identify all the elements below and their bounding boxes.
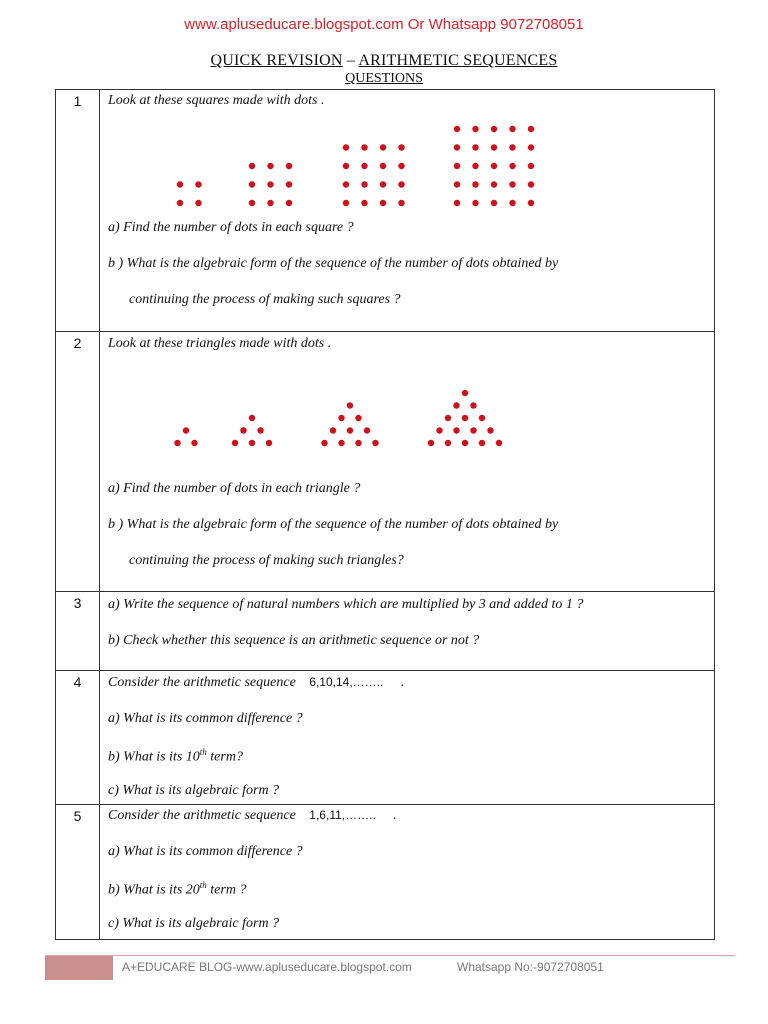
- triangle-dot: [347, 427, 353, 433]
- question-cell: [100, 671, 715, 805]
- square-dot: [249, 181, 255, 187]
- question-part-b: [108, 747, 243, 766]
- question-part-b: b ) What is the algebraic form of the sequence of the number of dots obtained by: [108, 517, 559, 532]
- triangle-dot: [347, 402, 353, 408]
- triangle-dot: [364, 427, 370, 433]
- part-b-text: b) What is its 10: [108, 749, 200, 765]
- header-url[interactable]: www.apluseducare.blogspot.com Or Whatsapp 9072708051: [184, 16, 584, 33]
- square-dot: [286, 200, 292, 206]
- square-dot: [528, 200, 534, 206]
- triangle-dot: [355, 440, 361, 446]
- square-dot: [380, 163, 386, 169]
- square-dot: [454, 126, 460, 132]
- question-cell: [100, 805, 715, 940]
- footer-whatsapp: Whatsapp No:-9072708051: [457, 960, 604, 974]
- square-dot: [528, 163, 534, 169]
- question-number: 5: [56, 805, 100, 940]
- question-intro: [108, 675, 404, 691]
- question-part-c: c) What is its algebraic form ?: [108, 916, 280, 931]
- question-intro: Look at these triangles made with dots .: [108, 336, 332, 351]
- question-row-5: [56, 805, 715, 940]
- square-dot: [267, 200, 273, 206]
- title-part2: ARITHMETIC SEQUENCES: [358, 52, 558, 69]
- question-row-2: [56, 332, 715, 592]
- square-dot: [398, 181, 404, 187]
- square-dot: [528, 126, 534, 132]
- square-dot: [472, 163, 478, 169]
- triangle-dot: [487, 427, 493, 433]
- page-subtitle: QUESTIONS: [345, 71, 423, 86]
- square-dot: [361, 163, 367, 169]
- title-separator: –: [342, 52, 359, 69]
- intro-text: Consider the arithmetic sequence: [108, 675, 296, 690]
- triangle-dot: [338, 415, 344, 421]
- square-dot: [509, 163, 515, 169]
- square-dot: [267, 181, 273, 187]
- square-dot: [528, 181, 534, 187]
- triangle-dot: [321, 440, 327, 446]
- square-dot: [491, 163, 497, 169]
- question-intro: [108, 808, 397, 824]
- square-dot: [177, 181, 183, 187]
- question-part-b: [108, 880, 246, 899]
- triangle-dot: [355, 415, 361, 421]
- square-dot: [472, 200, 478, 206]
- footer: [45, 955, 735, 980]
- square-dot: [249, 200, 255, 206]
- question-row-1: [56, 90, 715, 332]
- square-dot: [491, 200, 497, 206]
- square-dot: [509, 126, 515, 132]
- question-number: 2: [56, 332, 100, 592]
- questions-table: [55, 89, 715, 940]
- square-dot: [398, 144, 404, 150]
- sequence-terms: 1,6,11,……..: [309, 808, 376, 822]
- triangle-dot: [428, 440, 434, 446]
- triangle-dot: [191, 440, 197, 446]
- square-dot: [509, 181, 515, 187]
- triangle-dot: [462, 390, 468, 396]
- square-dot: [528, 144, 534, 150]
- square-dot: [380, 200, 386, 206]
- triangle-dot: [183, 427, 189, 433]
- square-dot: [509, 200, 515, 206]
- triangle-dot: [496, 440, 502, 446]
- triangle-dot: [470, 402, 476, 408]
- sequence-tail: .: [400, 675, 405, 690]
- question-number: 4: [56, 671, 100, 805]
- question-cell: [100, 90, 715, 332]
- square-dot: [195, 181, 201, 187]
- question-part-a: a) Write the sequence of natural numbers which are multiplied by 3 and added to 1 ?: [108, 597, 584, 612]
- square-dot: [491, 144, 497, 150]
- sequence-terms: 6,10,14,……..: [309, 675, 384, 689]
- triangle-dot: [436, 427, 442, 433]
- footer-color-block: [45, 956, 113, 980]
- square-dot: [343, 181, 349, 187]
- square-dot: [286, 181, 292, 187]
- question-cell: [100, 592, 715, 671]
- intro-text: Consider the arithmetic sequence: [108, 808, 296, 823]
- triangle-dot: [174, 440, 180, 446]
- square-dot: [380, 181, 386, 187]
- question-number: 1: [56, 90, 100, 332]
- triangle-dot: [462, 440, 468, 446]
- ordinal-suffix: th: [199, 880, 207, 890]
- triangle-dot: [479, 440, 485, 446]
- triangle-dot: [232, 440, 238, 446]
- ordinal-suffix: th: [199, 747, 207, 757]
- square-dot: [472, 181, 478, 187]
- square-dot: [286, 163, 292, 169]
- question-part-b-cont: continuing the process of making such squares ?: [129, 292, 401, 307]
- square-dot: [454, 200, 460, 206]
- part-b-end: term ?: [206, 882, 247, 898]
- square-dot: [398, 163, 404, 169]
- square-dot: [195, 200, 201, 206]
- square-dot: [491, 126, 497, 132]
- triangle-dot: [240, 427, 246, 433]
- question-part-b-cont: continuing the process of making such triangles?: [129, 553, 404, 568]
- part-b-end: term?: [206, 749, 243, 765]
- square-dot: [398, 200, 404, 206]
- square-dot: [343, 200, 349, 206]
- triangle-dot: [462, 415, 468, 421]
- triangle-dot: [257, 427, 263, 433]
- square-dot: [361, 181, 367, 187]
- triangle-dot: [453, 427, 459, 433]
- question-row-4: [56, 671, 715, 805]
- question-intro: Look at these squares made with dots .: [108, 93, 325, 108]
- triangle-dot: [479, 415, 485, 421]
- triangle-dot: [445, 440, 451, 446]
- question-number: 3: [56, 592, 100, 671]
- square-dot: [361, 200, 367, 206]
- triangle-dot: [338, 440, 344, 446]
- question-row-3: [56, 592, 715, 671]
- question-part-a: a) What is its common difference ?: [108, 844, 303, 859]
- square-dot: [343, 163, 349, 169]
- square-dot: [509, 144, 515, 150]
- triangle-dot: [445, 415, 451, 421]
- square-dot: [454, 181, 460, 187]
- square-dot: [454, 144, 460, 150]
- square-dot: [249, 163, 255, 169]
- square-dot: [472, 126, 478, 132]
- triangle-dot: [330, 427, 336, 433]
- triangle-dot: [249, 440, 255, 446]
- triangle-dot: [266, 440, 272, 446]
- page-title: [0, 52, 768, 70]
- square-dot: [380, 144, 386, 150]
- square-dot: [343, 144, 349, 150]
- title-part1: QUICK REVISION: [210, 52, 343, 69]
- square-dot: [177, 200, 183, 206]
- question-part-b: b) Check whether this sequence is an arithmetic sequence or not ?: [108, 633, 480, 648]
- square-dot: [454, 163, 460, 169]
- triangle-dot: [372, 440, 378, 446]
- square-dot: [267, 163, 273, 169]
- question-cell: [100, 332, 715, 592]
- question-part-b: b ) What is the algebraic form of the sequence of the number of dots obtained by: [108, 256, 559, 271]
- square-dot: [361, 144, 367, 150]
- sequence-tail: .: [393, 808, 397, 823]
- question-part-c: c) What is its algebraic form ?: [108, 783, 280, 798]
- part-b-text: b) What is its 20: [108, 882, 200, 898]
- triangle-dot: [470, 427, 476, 433]
- footer-blog-link[interactable]: A+EDUCARE BLOG-www.apluseducare.blogspot.com: [122, 960, 412, 974]
- square-dot: [491, 181, 497, 187]
- question-part-a: a) Find the number of dots in each square ?: [108, 220, 354, 235]
- triangle-dot: [249, 415, 255, 421]
- question-part-a: a) Find the number of dots in each triangle ?: [108, 481, 361, 496]
- square-dot: [472, 144, 478, 150]
- question-part-a: a) What is its common difference ?: [108, 711, 303, 726]
- triangle-dot: [453, 402, 459, 408]
